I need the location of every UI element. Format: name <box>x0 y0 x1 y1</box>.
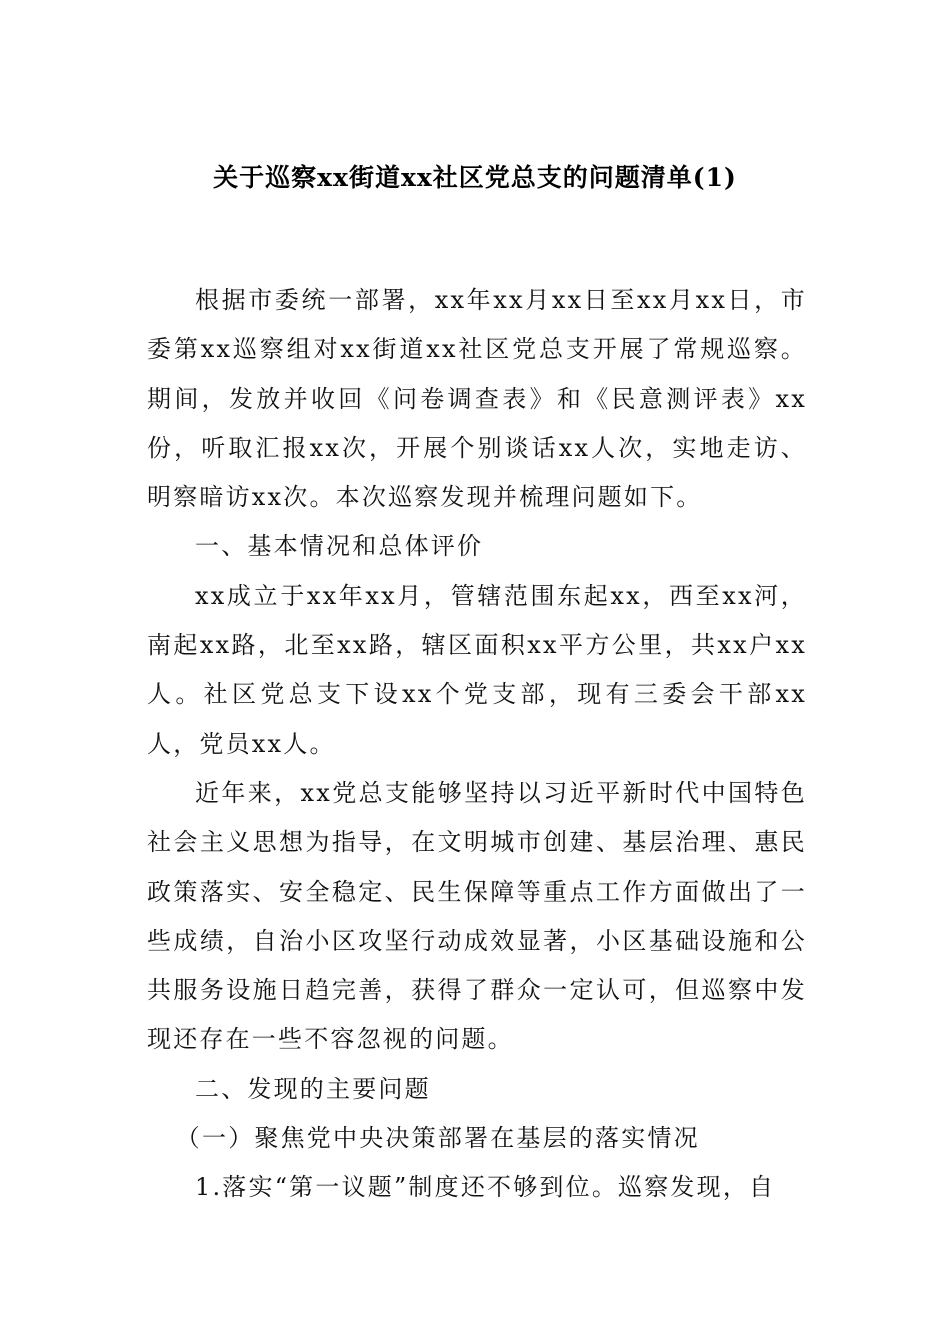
section-heading-1: 一、基本情况和总体评价 <box>195 532 484 561</box>
evaluation-paragraph: 近年来，xx党总支能够坚持以习近平新时代中国特色社会主义思想为指导，在文明城市创建、基层治理、惠民政策落实、安全稳定、民生保障等重点工作方面做出了一些成绩，自治小区攻坚行动成效显著，小区基础设施和公共服务设施日趋完善，获得了群众一定认可，但巡察中发现还存在一些不容忽视的问题。 <box>147 778 807 1054</box>
item-paragraph-1: 1.落实“第一议题”制度还不够到位。巡察发现，自 <box>195 1173 776 1202</box>
document-title: 关于巡察xx街道xx社区党总支的问题清单(1) <box>213 163 737 192</box>
intro-paragraph: 根据市委统一部署，xx年xx月xx日至xx月xx日，市委第xx巡察组对xx街道xx社区党总支开展了常规巡察。期间，发放并收回《问卷调查表》和《民意测评表》xx份，听取汇报xx次，开展个别谈话xx人次，实地走访、明察暗访xx次。本次巡察发现并梳理问题如下。 <box>147 286 807 512</box>
subsection-heading-1: （一）聚焦党中央决策部署在基层的落实情况 <box>175 1124 700 1153</box>
document-body <box>147 276 807 1213</box>
section-heading-2: 二、发现的主要问题 <box>195 1074 431 1103</box>
basic-info-paragraph: xx成立于xx年xx月，管辖范围东起xx，西至xx河，南起xx路，北至xx路，辖区面积xx平方公里，共xx户xx人。社区党总支下设xx个党支部，现有三委会干部xx人，党员xx人。 <box>147 581 807 758</box>
